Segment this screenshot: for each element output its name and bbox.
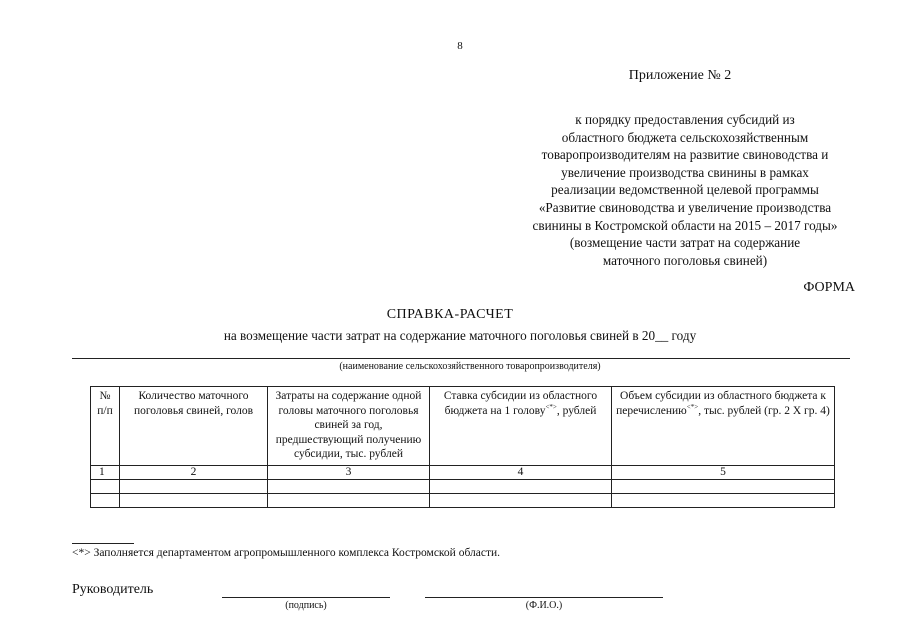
footnote-marker: <*> — [686, 402, 699, 411]
footnote-marker: <*> — [545, 402, 557, 411]
name-caption: (Ф.И.О.) — [525, 600, 563, 611]
column-number: 4 — [430, 466, 612, 480]
column-number: 1 — [91, 466, 120, 480]
appendix-line: «Развитие свиноводства и увеличение производства — [538, 199, 832, 215]
appendix-text — [470, 111, 900, 269]
table-header-cell: Ставка субсидии из областного бюджета на 1 голову<*>, рублей — [430, 387, 612, 466]
table-cell[interactable] — [612, 494, 835, 508]
table-cell[interactable] — [120, 480, 268, 494]
table-row — [91, 494, 835, 508]
document-title: СПРАВКА-РАСЧЕТ — [386, 307, 514, 322]
signature-caption: (подпись) — [285, 600, 327, 611]
appendix-line: свинины в Костромской области на 2015 – 2017 годы» — [532, 217, 838, 233]
table-header-cell: Объем субсидии из областного бюджета к перечислению<*>, тыс. рублей (гр. 2 Х гр. 4) — [612, 387, 835, 466]
table-cell[interactable] — [91, 480, 120, 494]
appendix-line: (возмещение части затрат на содержание — [569, 235, 801, 251]
column-number: 5 — [612, 466, 835, 480]
table-cell[interactable] — [430, 494, 612, 508]
head-label: Руководитель — [72, 582, 154, 597]
appendix-line: областного бюджета сельскохозяйственным — [561, 129, 809, 145]
table-cell[interactable] — [91, 494, 120, 508]
table-cell[interactable] — [430, 480, 612, 494]
form-label: ФОРМА — [803, 280, 855, 295]
subsidy-table — [90, 386, 835, 508]
table-cell[interactable] — [268, 480, 430, 494]
table-header-row — [91, 387, 835, 466]
table-row — [91, 480, 835, 494]
appendix-line: маточного поголовья свиней) — [602, 252, 768, 268]
table-header-cell: Количество маточного поголовья свиней, голов — [120, 387, 268, 466]
column-number: 3 — [268, 466, 430, 480]
table-cell[interactable] — [268, 494, 430, 508]
table-header-cell: № п/п — [91, 387, 120, 466]
footnote-divider — [72, 543, 134, 544]
appendix-line: к порядку предоставления субсидий из — [575, 112, 795, 127]
table-cell[interactable] — [612, 480, 835, 494]
column-number: 2 — [120, 466, 268, 480]
page-number: 8 — [457, 40, 463, 52]
column-number-row — [91, 466, 835, 480]
name-line — [425, 597, 663, 598]
document-subtitle: на возмещение части затрат на содержание маточного поголовья свиней в 20__ году — [223, 328, 697, 343]
producer-name-line — [72, 358, 850, 359]
appendix-line: товаропроизводителям на развитие свиноводства и — [541, 147, 829, 163]
appendix-title: Приложение № 2 — [628, 68, 732, 83]
footnote: <*> Заполняется департаментом агропромышленного комплекса Костромской области. — [72, 547, 501, 559]
producer-caption: (наименование сельскохозяйственного товаропроизводителя) — [339, 361, 601, 372]
table-header-cell: Затраты на содержание одной головы маточного поголовья свиней за год, предшествующий получению субсидии, тыс. рублей — [268, 387, 430, 466]
appendix-line: реализации ведомственной целевой программы — [551, 182, 819, 198]
signature-line — [222, 597, 390, 598]
appendix-line: увеличение производства свинины в рамках — [561, 164, 809, 180]
table-cell[interactable] — [120, 494, 268, 508]
